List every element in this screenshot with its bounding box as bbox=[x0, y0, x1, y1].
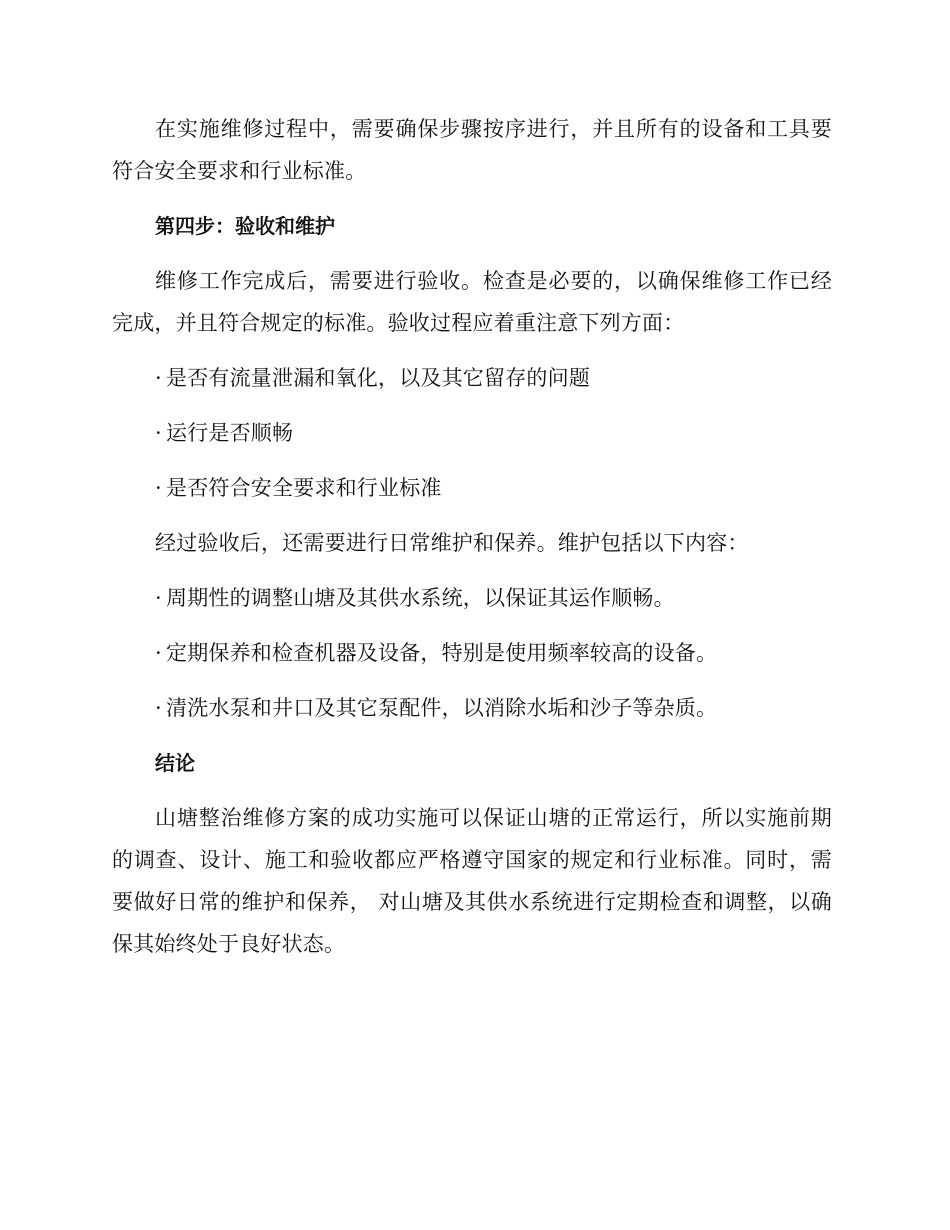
list-item bbox=[155, 467, 832, 509]
paragraph-maintenance: 经过验收后，还需要进行日常维护和保养。维护包括以下内容： bbox=[155, 531, 749, 555]
list-item bbox=[155, 357, 832, 399]
list-item-text: 清洗水泵和井口及其它泵配件，以消除水垢和沙子等杂质。 bbox=[166, 696, 718, 720]
paragraph-implementation: 在实施维修过程中，需要确保步骤按序进行，并且所有的设备和工具要符合安全要求和行业标准。 bbox=[112, 117, 832, 183]
list-item bbox=[155, 632, 832, 674]
list-item-text: 是否有流量泄漏和氧化，以及其它留存的问题 bbox=[166, 366, 590, 390]
bullet-icon: · bbox=[155, 586, 162, 610]
list-item bbox=[155, 577, 832, 619]
list-item bbox=[155, 687, 832, 729]
list-item-text: 是否符合安全要求和行业标准 bbox=[166, 476, 442, 500]
paragraph-acceptance: 维修工作完成后，需要进行验收。检查是必要的，以确保维修工作已经完成，并且符合规定的标准。验收过程应着重注意下列方面： bbox=[112, 269, 832, 335]
section-heading-step4: 第四步：验收和维护 bbox=[155, 214, 335, 238]
list-item-text: 定期保养和检查机器及设备，特别是使用频率较高的设备。 bbox=[166, 641, 718, 665]
list-item-text: 周期性的调整山塘及其供水系统，以保证其运作顺畅。 bbox=[166, 586, 675, 610]
list-item bbox=[155, 412, 832, 454]
section-heading-conclusion: 结论 bbox=[155, 751, 195, 775]
list-item-text: 运行是否顺畅 bbox=[166, 421, 294, 445]
paragraph-conclusion: 山塘整治维修方案的成功实施可以保证山塘的正常运行，所以实施前期的调查、设计、施工和验收都应严格遵守国家的规定和行业标准。同时，需要做好日常的维护和保养， 对山塘及其供水系统进行定期检查和调整，以确保其始终处于良好状态。 bbox=[112, 806, 832, 956]
bullet-icon: · bbox=[155, 696, 162, 720]
bullet-icon: · bbox=[155, 476, 162, 500]
bullet-icon: · bbox=[155, 366, 162, 390]
bullet-icon: · bbox=[155, 421, 162, 445]
bullet-icon: · bbox=[155, 641, 162, 665]
document-body bbox=[112, 108, 832, 978]
